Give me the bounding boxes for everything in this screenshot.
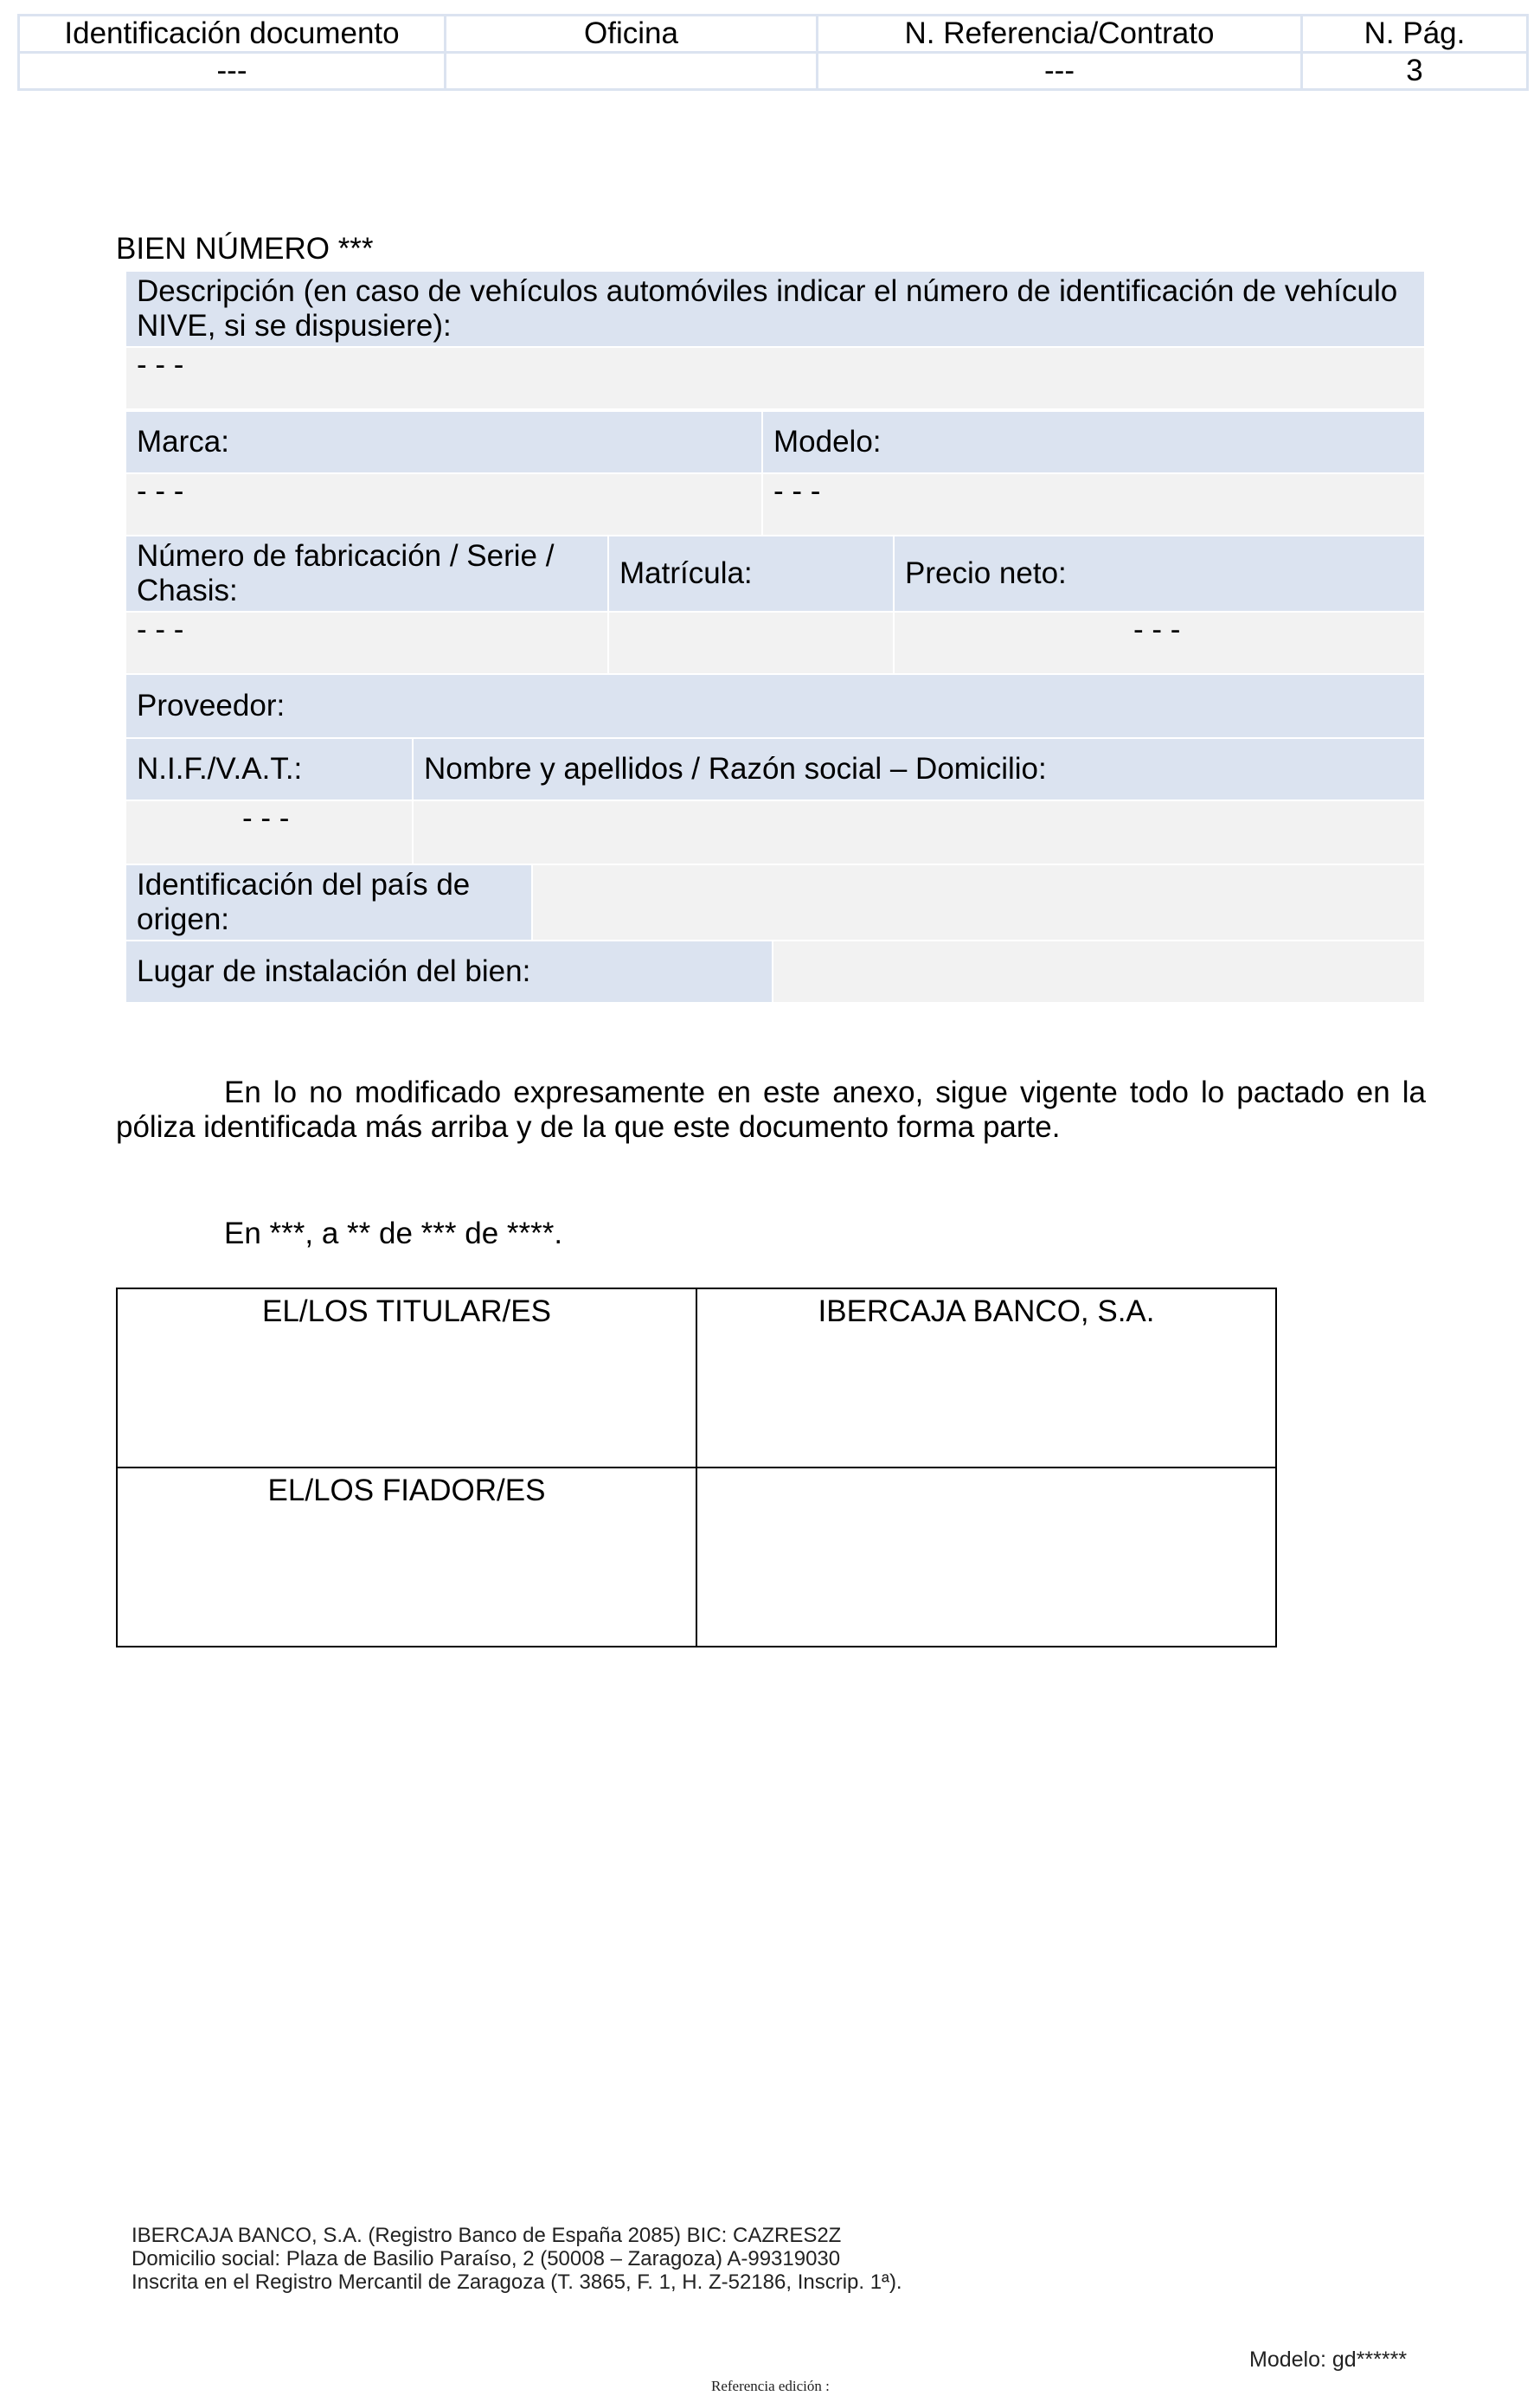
header-col-document-id: Identificación documento xyxy=(19,16,446,53)
header-value-document-id: --- xyxy=(19,53,446,90)
plate-value xyxy=(609,613,893,673)
header-col-reference: N. Referencia/Contrato xyxy=(818,16,1302,53)
footer-line-2: Domicilio social: Plaza de Basilio Paraíso, 2 (50008 – Zaragoza) A-99319030 xyxy=(132,2247,841,2270)
validity-paragraph: En lo no modificado expresamente en este anexo, sigue vigente todo lo pactado en la póliza identificada más arriba y de la que este documento forma parte. xyxy=(116,1076,1426,1144)
model-value: - - - xyxy=(763,474,1424,535)
plate-label: Matrícula: xyxy=(609,536,893,611)
footer-model: Modelo: gd****** xyxy=(1249,2347,1408,2372)
price-label: Precio neto: xyxy=(895,536,1424,611)
footer-line-1: IBERCAJA BANCO, S.A. (Registro Banco de España 2085) BIC: CAZRES2Z xyxy=(132,2224,842,2247)
signature-table xyxy=(116,1288,1277,1647)
description-value: - - - xyxy=(126,348,1424,408)
header-values-row xyxy=(19,53,1528,90)
installation-location-value xyxy=(773,941,1424,1002)
installation-location-label: Lugar de instalación del bien: xyxy=(126,941,772,1002)
serial-value: - - - xyxy=(126,613,607,673)
name-address-value xyxy=(414,801,1424,864)
document-header-table xyxy=(17,14,1529,91)
supplier-label: Proveedor: xyxy=(126,675,1424,737)
signature-empty xyxy=(697,1468,1275,1646)
price-value: - - - xyxy=(895,613,1424,673)
header-row xyxy=(19,16,1528,53)
footer-edition-reference: Referencia edición : xyxy=(711,2378,830,2394)
signature-bank: IBERCAJA BANCO, S.A. xyxy=(697,1289,1275,1468)
header-col-page: N. Pág. xyxy=(1302,16,1528,53)
header-value-reference: --- xyxy=(818,53,1302,90)
place-date-line: En ***, a ** de *** de ****. xyxy=(224,1217,563,1250)
serial-label: Número de fabricación / Serie / Chasis: xyxy=(126,536,607,611)
model-label: Modelo: xyxy=(763,412,1424,472)
name-address-label: Nombre y apellidos / Razón social – Domicilio: xyxy=(414,739,1424,800)
description-label: Descripción (en caso de vehículos automóviles indicar el número de identificación de vehículo NIVE, si se dispusiere): xyxy=(126,272,1424,346)
nif-value: - - - xyxy=(126,801,412,864)
signature-holders: EL/LOS TITULAR/ES xyxy=(118,1289,697,1468)
country-of-origin-value xyxy=(533,865,1424,940)
header-col-office: Oficina xyxy=(446,16,818,53)
country-of-origin-label: Identificación del país de origen: xyxy=(126,865,531,940)
brand-value: - - - xyxy=(126,474,761,535)
footer-line-3: Inscrita en el Registro Mercantil de Zaragoza (T. 3865, F. 1, H. Z-52186, Inscrip. 1ª). xyxy=(132,2270,902,2294)
asset-title: BIEN NÚMERO *** xyxy=(116,232,374,266)
header-value-office xyxy=(446,53,818,90)
signature-guarantors: EL/LOS FIADOR/ES xyxy=(118,1468,697,1646)
nif-label: N.I.F./V.A.T.: xyxy=(126,739,412,800)
header-value-page: 3 xyxy=(1302,53,1528,90)
brand-label: Marca: xyxy=(126,412,761,472)
